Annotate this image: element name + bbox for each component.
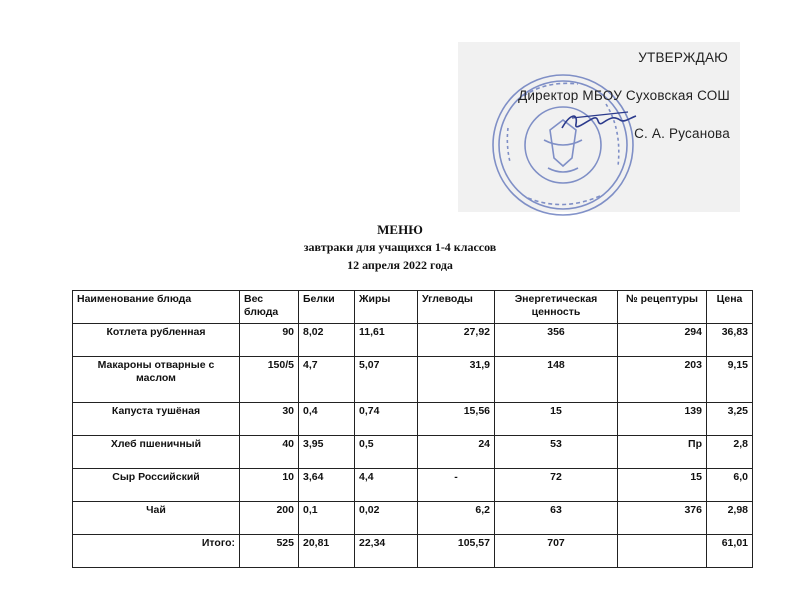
cell-weight: 90 <box>240 324 299 357</box>
cell-fat: 0,5 <box>355 436 418 469</box>
cell-protein: 4,7 <box>299 357 355 403</box>
cell-name: Сыр Российский <box>73 469 240 502</box>
header-weight: Вес блюда <box>240 291 299 324</box>
cell-protein: 0,1 <box>299 502 355 535</box>
cell-recipe: 376 <box>618 502 707 535</box>
total-label: Итого: <box>73 535 240 568</box>
table-row <box>73 324 753 357</box>
cell-recipe: 294 <box>618 324 707 357</box>
cell-price: 3,25 <box>707 403 753 436</box>
total-recipe <box>618 535 707 568</box>
approval-title: УТВЕРЖДАЮ <box>638 50 728 65</box>
menu-table <box>72 290 753 568</box>
document-subtitle: завтраки для учащихся 1-4 классов <box>303 240 497 254</box>
cell-name: Котлета рубленная <box>73 324 240 357</box>
cell-fat: 0,02 <box>355 502 418 535</box>
document-date: 12 апреля 2022 года <box>347 258 453 272</box>
cell-carbs: 31,9 <box>418 357 495 403</box>
header-name: Наименование блюда <box>73 291 240 324</box>
table-row <box>73 502 753 535</box>
header-carbs: Углеводы <box>418 291 495 324</box>
approval-position: Директор МБОУ Суховская СОШ <box>518 88 730 103</box>
cell-fat: 0,74 <box>355 403 418 436</box>
cell-price: 2,8 <box>707 436 753 469</box>
cell-protein: 3,64 <box>299 469 355 502</box>
cell-carbs: 15,56 <box>418 403 495 436</box>
cell-fat: 11,61 <box>355 324 418 357</box>
cell-recipe: 139 <box>618 403 707 436</box>
table-row <box>73 436 753 469</box>
table-total-row <box>73 535 753 568</box>
document-title: МЕНЮ <box>377 222 423 237</box>
cell-energy: 148 <box>495 357 618 403</box>
signature-icon <box>558 106 638 136</box>
cell-protein: 0,4 <box>299 403 355 436</box>
table-row <box>73 469 753 502</box>
table-header-row <box>73 291 753 324</box>
header-fat: Жиры <box>355 291 418 324</box>
total-weight: 525 <box>240 535 299 568</box>
cell-protein: 3,95 <box>299 436 355 469</box>
table-row <box>73 403 753 436</box>
cell-name: Чай <box>73 502 240 535</box>
cell-fat: 5,07 <box>355 357 418 403</box>
header-recipe: № рецептуры <box>618 291 707 324</box>
table-row <box>73 357 753 403</box>
cell-name: Макароны отварные с маслом <box>73 357 240 403</box>
cell-weight: 10 <box>240 469 299 502</box>
cell-name: Хлеб пшеничный <box>73 436 240 469</box>
cell-energy: 72 <box>495 469 618 502</box>
cell-price: 36,83 <box>707 324 753 357</box>
cell-energy: 15 <box>495 403 618 436</box>
header-price: Цена <box>707 291 753 324</box>
cell-recipe: 203 <box>618 357 707 403</box>
cell-carbs: 24 <box>418 436 495 469</box>
cell-energy: 53 <box>495 436 618 469</box>
cell-carbs: 27,92 <box>418 324 495 357</box>
cell-carbs: 6,2 <box>418 502 495 535</box>
cell-energy: 63 <box>495 502 618 535</box>
header-energy: Энергетическая ценность <box>495 291 618 324</box>
cell-weight: 30 <box>240 403 299 436</box>
cell-name: Капуста тушёная <box>73 403 240 436</box>
approval-block <box>458 42 740 212</box>
total-fat: 22,34 <box>355 535 418 568</box>
total-energy: 707 <box>495 535 618 568</box>
cell-weight: 200 <box>240 502 299 535</box>
cell-recipe: 15 <box>618 469 707 502</box>
cell-fat: 4,4 <box>355 469 418 502</box>
cell-price: 9,15 <box>707 357 753 403</box>
cell-energy: 356 <box>495 324 618 357</box>
total-carbs: 105,57 <box>418 535 495 568</box>
approval-signatory: С. А. Русанова <box>634 126 730 141</box>
total-protein: 20,81 <box>299 535 355 568</box>
cell-weight: 150/5 <box>240 357 299 403</box>
cell-price: 2,98 <box>707 502 753 535</box>
cell-price: 6,0 <box>707 469 753 502</box>
total-price: 61,01 <box>707 535 753 568</box>
cell-recipe: Пр <box>618 436 707 469</box>
cell-carbs: - <box>418 469 495 502</box>
cell-weight: 40 <box>240 436 299 469</box>
header-protein: Белки <box>299 291 355 324</box>
cell-protein: 8,02 <box>299 324 355 357</box>
